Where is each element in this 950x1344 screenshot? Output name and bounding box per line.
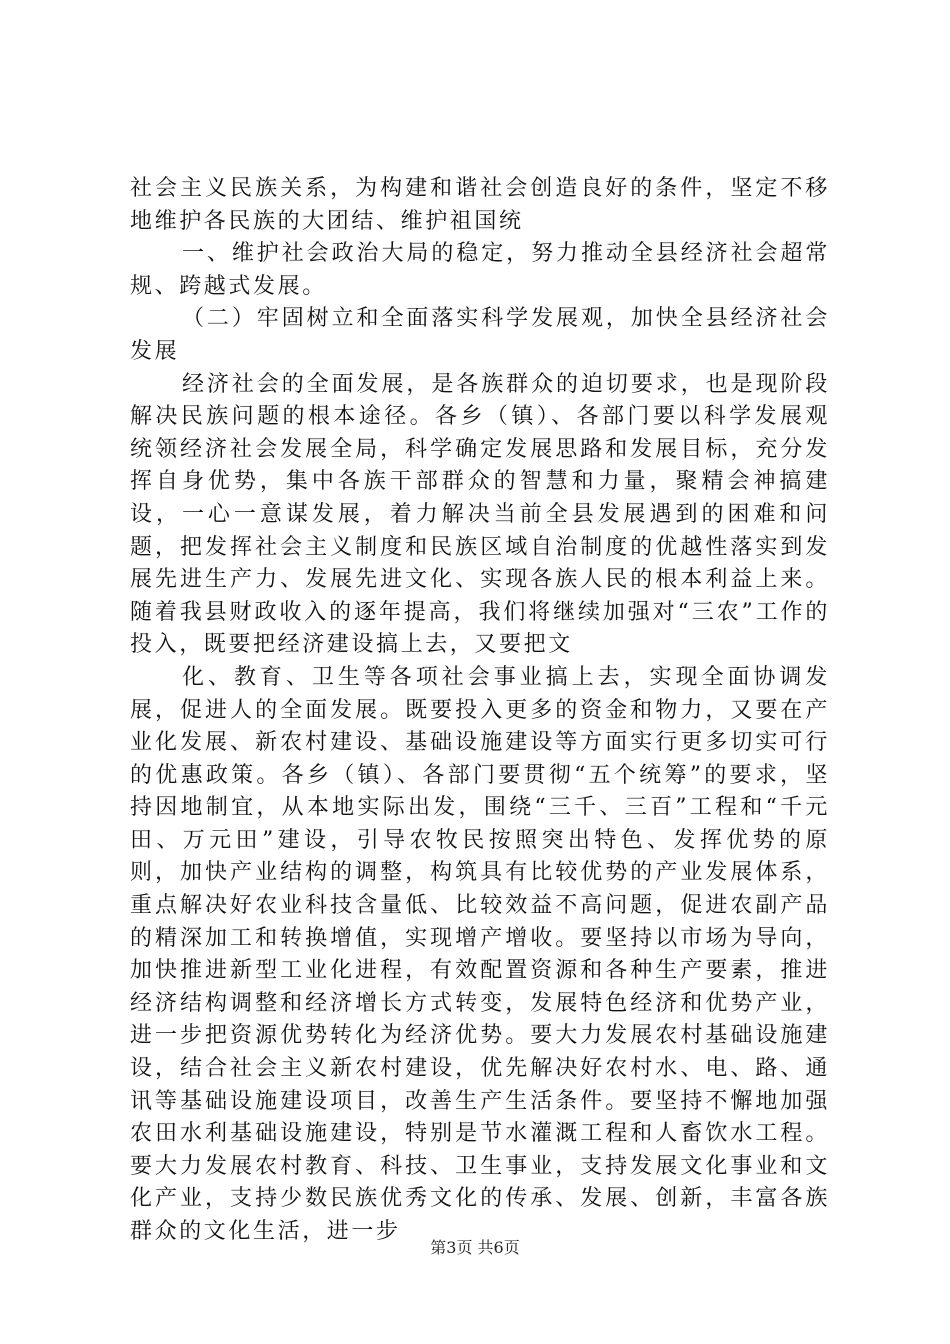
document-body <box>130 173 830 1249</box>
paragraph-economic-development: 经济社会的全面发展，是各族群众的迫切要求，也是现阶段解决民族问题的根本途径。各乡（镇）、各部门要以科学发展观统领经济社会发展全局，科学确定发展思路和发展目标，充分发挥自身优势，集中各族干部群众的智慧和力量，聚精会神搞建设，一心一意谋发展，着力解决当前全县发展遇到的困难和问题，把发挥社会主义制度和民族区域自治制度的优越性落实到发展先进生产力、发展先进文化、实现各族人民的根本利益上来。随着我县财政收入的逐年提高，我们将继续加强对“三农”工作的投入，既要把经济建设搞上去，又要把文 <box>130 371 830 658</box>
section-heading-one: 一、维护社会政治大局的稳定，努力推动全县经济社会超常规、跨越式发展。 <box>130 241 830 299</box>
paragraph-continuation: 社会主义民族关系，为构建和谐社会创造良好的条件，坚定不移地维护各民族的大团结、维护祖国统 <box>130 176 830 234</box>
subsection-heading-two: （二）牢固树立和全面落实科学发展观，加快全县经济社会发展 <box>130 306 830 364</box>
paragraph-social-undertakings: 化、教育、卫生等各项社会事业搞上去，实现全面协调发展，促进人的全面发展。既要投入更多的资金和物力，又要在产业化发展、新农村建设、基础设施建设等方面实行更多切实可行的优惠政策。各乡（镇）、各部门要贯彻“五个统筹”的要求，坚持因地制宜，从本地实际出发，围绕“三千、三百”工程和“千元田、万元田”建设，引导农牧民按照突出特色、发挥优势的原则，加快产业结构的调整，构筑具有比较优势的产业发展体系，重点解决好农业科技含量低、比较效益不高问题，促进农副产品的精深加工和转换增值，实现增产增收。要坚持以市场为导向，加快推进新型工业化进程，有效配置资源和各种生产要素，推进经济结构调整和经济增长方式转变，发展特色经济和优势产业，进一步把资源优势转化为经济优势。要大力发展农村基础设施建设，结合社会主义新农村建设，优先解决好农村水、电、路、通讯等基础设施建设项目，改善生产生活条件。要坚持不懈地加强农田水利基础设施建设，特别是节水灌溉工程和人畜饮水工程。要大力发展农村教育、科技、卫生事业，支持发展文化事业和文化产业，支持少数民族优秀文化的传承、发展、创新，丰富各族群众的文化生活，进一步 <box>130 664 830 1244</box>
page-footer: 第3页 共6页 <box>430 1238 520 1257</box>
